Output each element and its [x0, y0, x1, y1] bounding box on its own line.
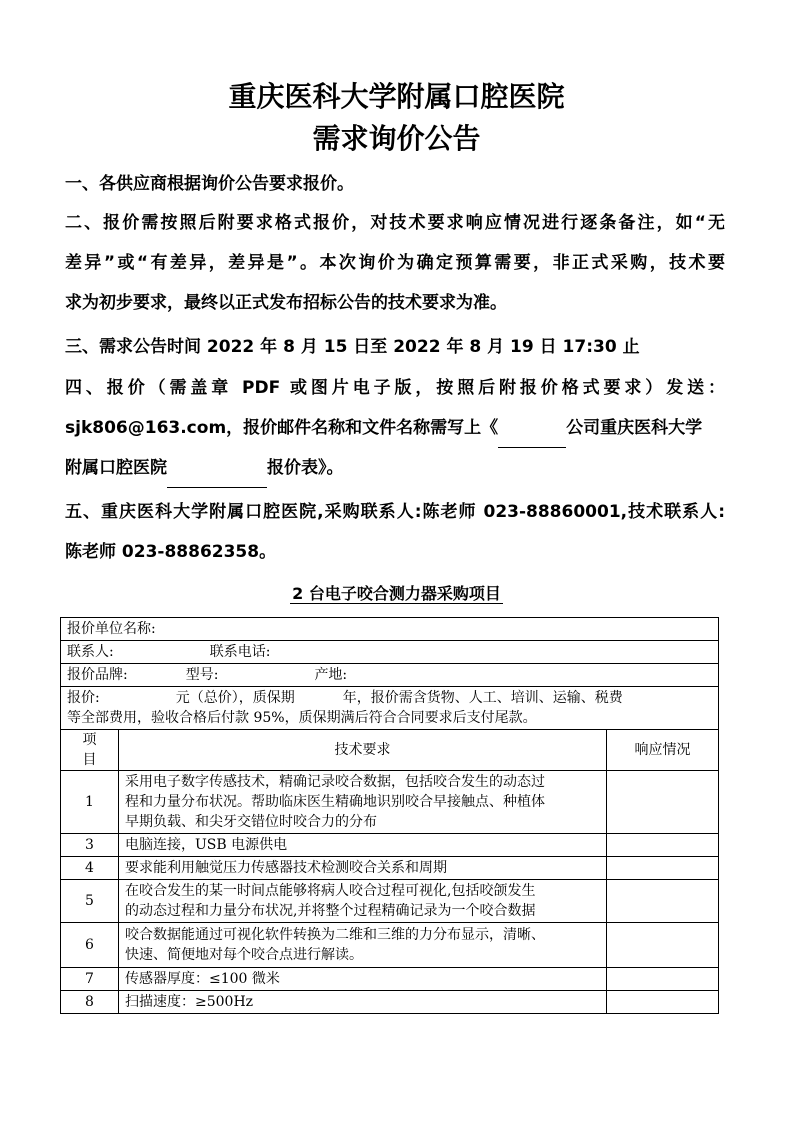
response-header-text: 响应情况	[634, 742, 691, 758]
table-row	[61, 664, 719, 687]
price-line-2: 等全部费用，验收合格后付款 95%，质保期满后符合合同要求后支付尾款。	[67, 710, 537, 726]
paragraph-5	[65, 492, 725, 572]
table-row	[61, 834, 719, 857]
table-row	[61, 687, 719, 730]
paragraph-2	[65, 203, 725, 323]
requirement-cell	[119, 968, 607, 991]
row-index: 1	[61, 771, 119, 834]
response-header	[607, 730, 719, 771]
paragraph-4-line-2-end: 公司重庆医科大学	[566, 418, 703, 438]
table-header-row	[61, 730, 719, 771]
project-title	[0, 582, 793, 606]
contact-cell[interactable]	[61, 641, 719, 664]
requirement-header-text: 技术要求	[334, 742, 391, 758]
unit-name-label: 报价单位名称:	[67, 621, 156, 637]
requirement-line: 传感器厚度：≤100 微米	[125, 971, 280, 987]
paragraph-4-line-3-end: 报价表》。	[267, 458, 344, 478]
item-header	[61, 730, 119, 771]
paragraph-3	[65, 327, 725, 367]
paragraph-3-line: 三、需求公告时间 2022 年 8 月 15 日至 2022 年 8 月 19 日 17:30 止	[65, 337, 640, 357]
requirement-line: 在咬合发生的某一时间点能够将病人咬合过程可视化,包括咬颌发生	[125, 883, 536, 899]
row-index: 5	[61, 880, 119, 923]
table-row	[61, 880, 719, 923]
price-line-1	[67, 688, 712, 708]
table-row	[61, 991, 719, 1014]
requirement-line: 电脑连接，USB 电源供电	[125, 837, 288, 853]
paragraph-4-line-1: 四、报价（需盖章 PDF 或图片电子版，按照后附报价格式要求）发送：	[65, 378, 725, 398]
response-cell[interactable]	[607, 923, 719, 968]
row-index: 8	[61, 991, 119, 1014]
unit-name-cell[interactable]	[61, 618, 719, 641]
requirement-cell	[119, 923, 607, 968]
response-cell[interactable]	[607, 857, 719, 880]
item-header-line-1: 项	[82, 732, 97, 748]
table-row	[61, 923, 719, 968]
response-cell[interactable]	[607, 771, 719, 834]
requirement-line: 扫描速度：≥500Hz	[125, 994, 254, 1010]
phone-label: 联系电话:	[209, 644, 271, 660]
paragraph-2-line-3: 求为初步要求，最终以正式发布招标公告的技术要求为准。	[65, 293, 507, 313]
table-row	[61, 618, 719, 641]
row-index: 3	[61, 834, 119, 857]
requirement-cell	[119, 991, 607, 1014]
company-blank	[498, 425, 566, 448]
response-cell[interactable]	[607, 968, 719, 991]
price-terms: 年，报价需含货物、人工、培训、运输、税费	[342, 690, 623, 706]
warranty-text: 元（总价），质保期	[175, 690, 295, 706]
price-label: 报价:	[67, 690, 100, 706]
contact-label: 联系人:	[67, 644, 114, 660]
document-subtitle: 需求询价公告	[312, 122, 481, 155]
paragraph-4-line-2	[65, 408, 725, 448]
requirement-cell	[119, 834, 607, 857]
paragraph-1	[65, 164, 725, 204]
item-header-line-2: 目	[82, 752, 97, 768]
paragraph-5-line-2: 陈老师 023-88862358。	[65, 542, 277, 562]
paragraph-5-line-1: 五、重庆医科大学附属口腔医院,采购联系人:陈老师 023-88860001,技术联系人:	[65, 502, 725, 522]
requirements-table	[60, 617, 719, 1014]
document-title: 重庆医科大学附属口腔医院	[228, 80, 565, 113]
requirement-cell	[119, 771, 607, 834]
paragraph-2-line-1: 二、报价需按照后附要求格式报价，对技术要求响应情况进行逐条备注，如“无	[65, 213, 725, 233]
email-text[interactable]: sjk806@163.com，报价邮件名称和文件名称需写上《	[65, 418, 499, 438]
requirement-line: 咬合数据能通过可视化软件转换为二维和三维的力分布显示，清晰、	[125, 927, 545, 943]
paragraph-2-line-2: 差异”或“有差异，差异是”。本次询价为确定预算需要，非正式采购，技术要	[65, 253, 725, 273]
paragraph-4-line-3-start: 附属口腔医院	[65, 458, 167, 478]
project-title-text: 2 台电子咬合测力器采购项目	[292, 584, 501, 603]
table-row	[61, 641, 719, 664]
brand-label: 报价品牌:	[67, 667, 128, 683]
table-row	[61, 857, 719, 880]
row-index: 7	[61, 968, 119, 991]
requirement-cell	[119, 880, 607, 923]
requirement-line: 快速、简便地对每个咬合点进行解读。	[125, 947, 363, 963]
table-row	[61, 968, 719, 991]
project-blank	[167, 465, 267, 488]
price-cell[interactable]	[61, 687, 719, 730]
requirement-line: 早期负载、和尖牙交错位时咬合力的分布	[125, 814, 377, 830]
model-label: 型号:	[185, 667, 219, 683]
requirement-line: 程和力量分布状况。帮助临床医生精确地识别咬合早接触点、种植体	[125, 794, 545, 810]
requirement-line: 要求能利用触觉压力传感器技术检测咬合关系和周期	[125, 860, 447, 876]
paragraph-1-line: 一、各供应商根据询价公告要求报价。	[65, 174, 354, 194]
row-index: 4	[61, 857, 119, 880]
requirement-cell	[119, 857, 607, 880]
table-row	[61, 771, 719, 834]
response-cell[interactable]	[607, 834, 719, 857]
paragraph-4-line-3	[65, 448, 725, 488]
requirement-line: 采用电子数字传感技术，精确记录咬合数据，包括咬合发生的动态过	[125, 774, 545, 790]
requirement-line: 的动态过程和力量分布状况,并将整个过程精确记录为一个咬合数据	[125, 903, 536, 919]
row-index: 6	[61, 923, 119, 968]
response-cell[interactable]	[607, 880, 719, 923]
paragraph-4	[65, 368, 725, 488]
response-cell[interactable]	[607, 991, 719, 1014]
requirement-header	[119, 730, 607, 771]
origin-label: 产地:	[314, 667, 348, 683]
brand-cell[interactable]	[61, 664, 719, 687]
